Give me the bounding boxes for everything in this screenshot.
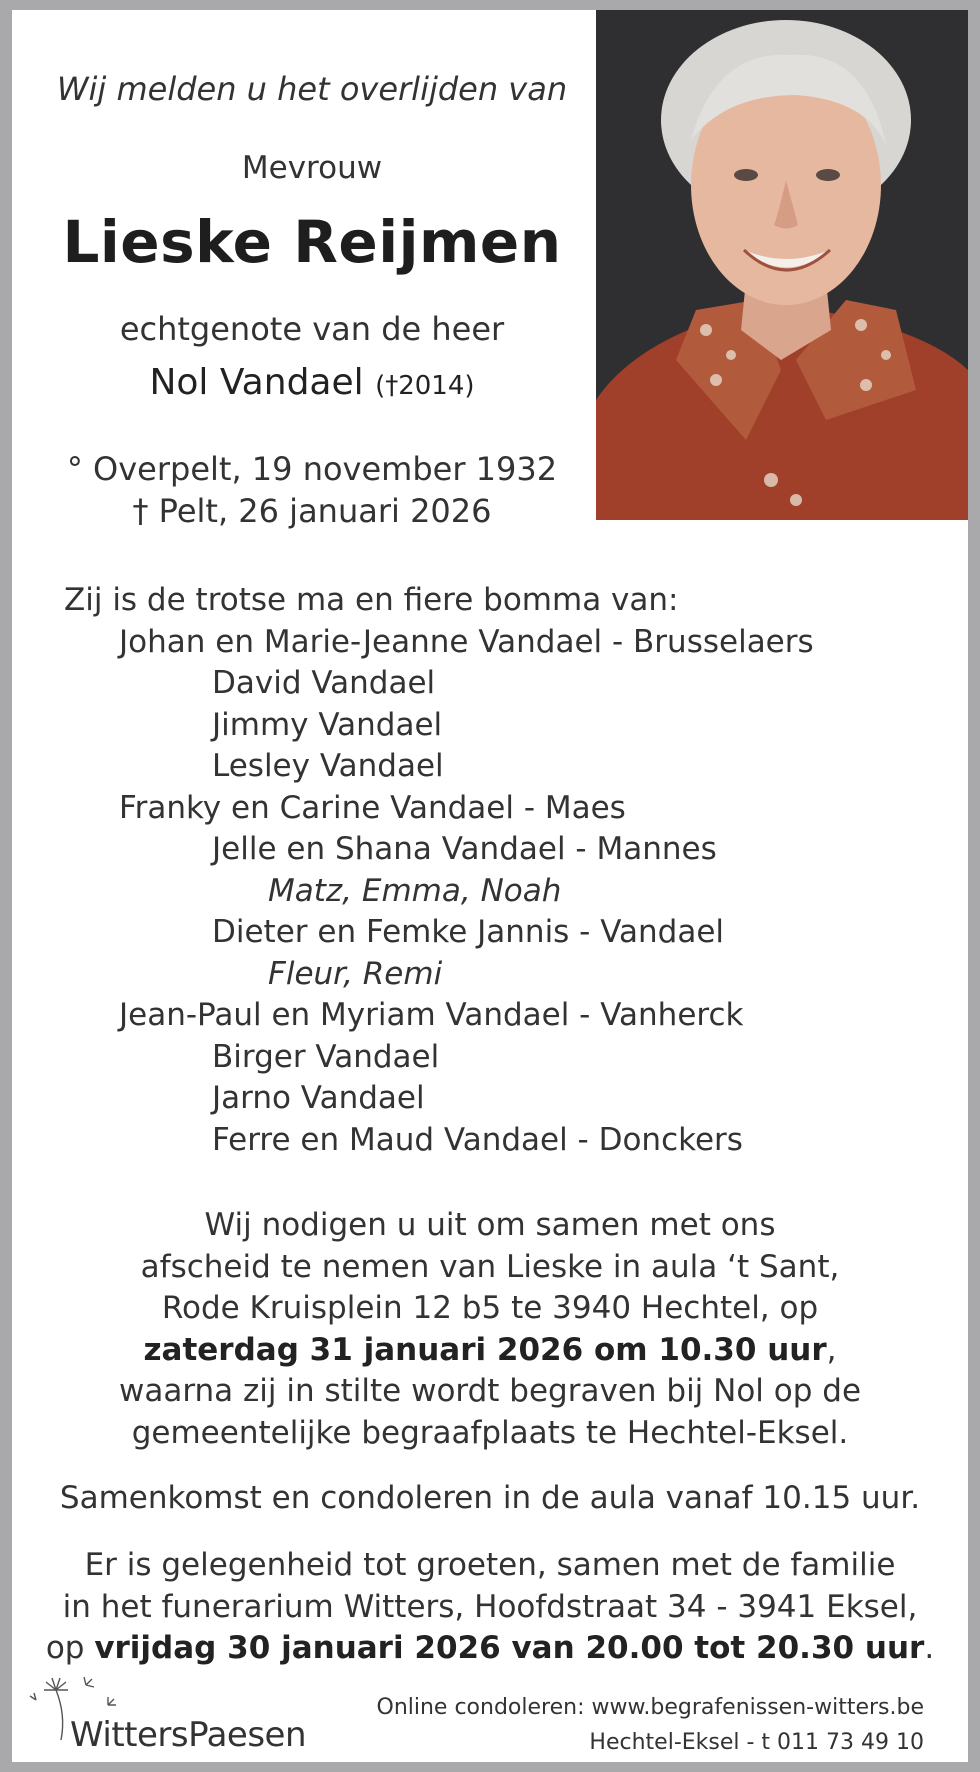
family-member: Franky en Carine Vandael - Maes (119, 789, 626, 826)
gathering-text: Samenkomst en condoleren in de aula vanaf 10.15 uur. (59, 1480, 921, 1516)
visitation-line: in het funerarium Witters, Hoofdstraat 34 - 3941 Eksel, (62, 1588, 918, 1625)
family-member: Jean-Paul en Myriam Vandael - Vanherck (119, 997, 744, 1033)
family-member: Johan en Marie-Jeanne Vandael - Brusselaers (119, 623, 814, 660)
online-condolence: Online condoleren: www.begrafenissen-witters.be (376, 1695, 924, 1720)
contact-line: Hechtel-Eksel - t 011 73 49 10 (589, 1730, 924, 1755)
spouse-relation: echtgenote van de heer (119, 310, 505, 348)
death-line: † Pelt, 26 januari 2026 (132, 492, 492, 530)
ceremony-text (12, 1205, 968, 1454)
ceremony-line: gemeentelijke begraafplaats te Hechtel-Eksel. (131, 1414, 849, 1451)
intro-text: Wij melden u het overlijden van (56, 70, 568, 108)
visitation-text (12, 1545, 968, 1670)
family-heading: Zij is de trotse ma en fiere bomma van: (64, 582, 679, 618)
visitation-date: vrijdag 30 januari 2026 van 20.00 tot 20.30 uur (94, 1630, 925, 1666)
family-member: Jimmy Vandael (212, 706, 443, 743)
grandchild-names: Matz, Emma, Noah (268, 872, 562, 909)
ceremony-line: Rode Kruisplein 12 b5 te 3940 Hechtel, op (161, 1290, 819, 1326)
family-list (64, 580, 814, 1161)
spouse-name: Nol Vandael (149, 362, 364, 403)
logo-text: WittersPaesen (70, 1715, 306, 1755)
grandchild-names: Fleur, Remi (268, 955, 443, 992)
family-member: Jelle en Shana Vandael - Mannes (212, 831, 717, 867)
family-rows (64, 622, 814, 1162)
family-member: Dieter en Femke Jannis - Vandael (212, 914, 725, 950)
birth-line: ° Overpelt, 19 november 1932 (66, 450, 558, 488)
ceremony-line: afscheid te nemen van Lieske in aula ‘t Sant, (140, 1248, 840, 1285)
family-member: Jarno Vandael (212, 1080, 425, 1116)
ceremony-line: waarna zij in stilte wordt begraven bij Nol op de (118, 1373, 862, 1409)
visitation-suffix: . (924, 1630, 935, 1666)
ceremony-date-punct: , (826, 1331, 837, 1368)
visitation-prefix: op (45, 1630, 95, 1666)
family-member: David Vandael (212, 665, 436, 701)
deceased-name: Lieske Reijmen (62, 208, 562, 276)
portrait-photo (596, 10, 968, 520)
ceremony-line: Wij nodigen u uit om samen met ons (204, 1207, 776, 1243)
visitation-line: Er is gelegenheid tot groeten, samen met de familie (84, 1547, 896, 1583)
portrait-illustration (596, 10, 968, 520)
salutation: Mevrouw (241, 150, 383, 186)
family-member: Ferre en Maud Vandael - Donckers (212, 1121, 743, 1158)
ceremony-date-line (12, 1330, 968, 1372)
visitation-date-line (12, 1628, 968, 1670)
ceremony-date: zaterdag 31 januari 2026 om 10.30 uur (143, 1331, 827, 1368)
obituary-card (12, 10, 968, 1762)
family-member: Birger Vandael (212, 1038, 440, 1075)
spouse-death-year: (†2014) (375, 371, 475, 401)
family-member: Lesley Vandael (212, 748, 444, 784)
spouse-line (12, 362, 612, 403)
